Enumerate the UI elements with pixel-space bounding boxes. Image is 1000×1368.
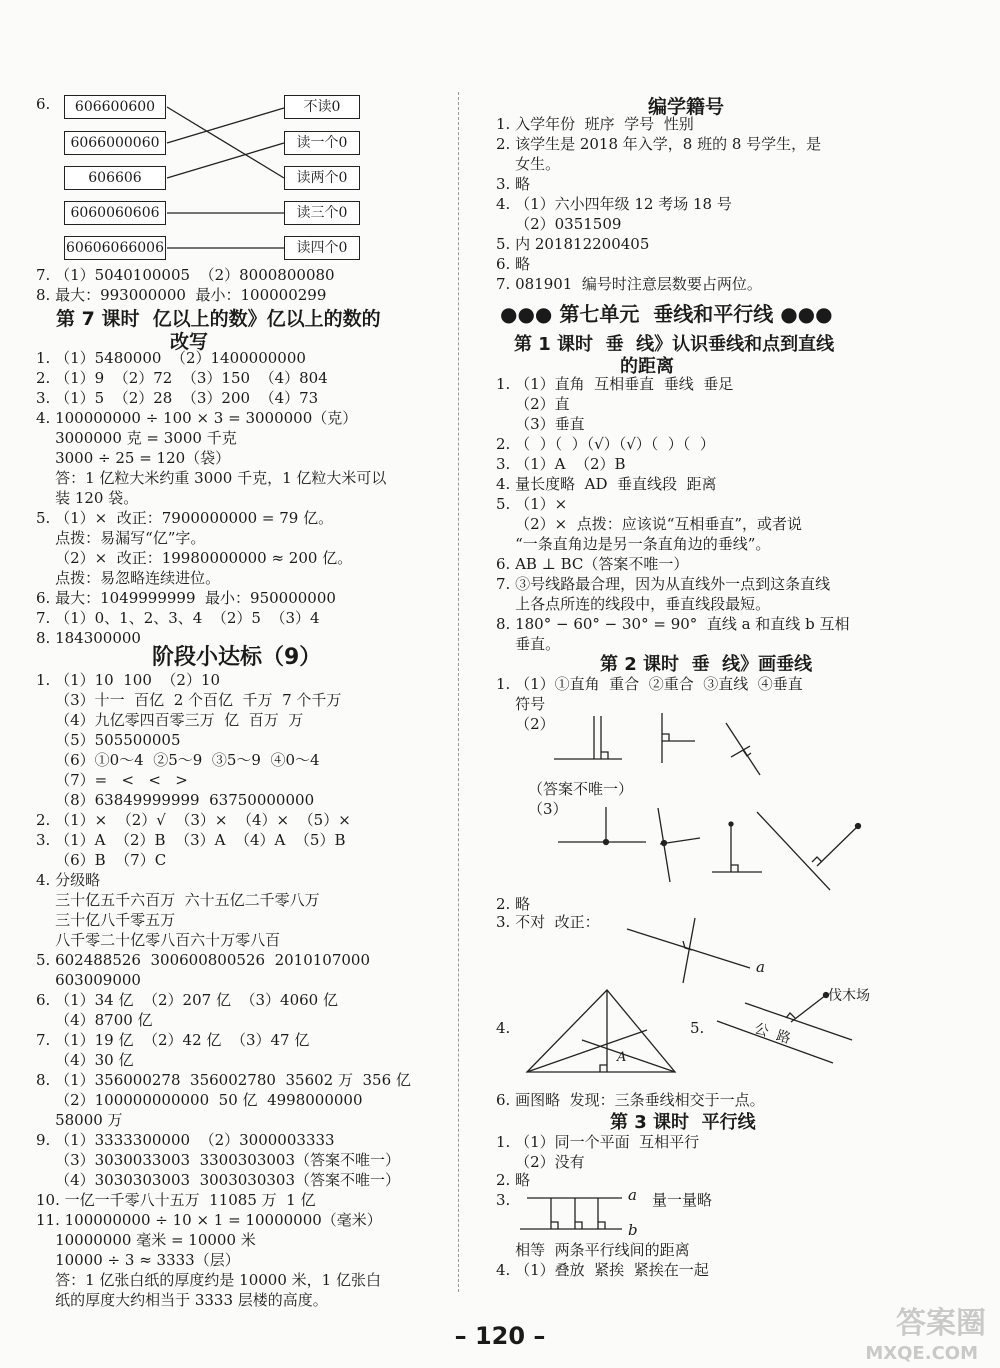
answer-line: 3. 不对 改正： (496, 913, 600, 931)
answer-line: 58000 万 (36, 1111, 123, 1129)
answer-line: 5. （1）× (496, 495, 568, 513)
sub-label-3: （3） (528, 800, 568, 818)
answer-line: 答：1 亿张白纸的厚度约是 10000 米，1 亿张白 (36, 1271, 381, 1289)
answer-line: 装 120 袋。 (36, 489, 139, 507)
answer-line: （2）直 (496, 395, 570, 413)
answer-line: 10000 ÷ 3 ≈ 3333（层） (36, 1251, 240, 1269)
answer-line: （4）九亿零四百零三万 亿 百万 万 (36, 711, 304, 729)
answer-line: 符号 (496, 695, 546, 713)
answer-line: 上各点所连的线段中，垂直线段最短。 (496, 595, 771, 613)
answer-line: （2）× 点拨：应该说“互相垂直”，或者说 (496, 515, 803, 533)
answer-line: 2. （1）9 （2）72 （3）150 （4）804 (36, 369, 328, 387)
answer-line: 4. 分级略 (36, 871, 101, 889)
left-line-a1: 7. （1）5040100005 （2）8000800080 (36, 266, 335, 284)
lesson7-title-cont: 改写 (170, 331, 209, 353)
unit-title: ●●● 第七单元 垂线和平行线 ●●● (500, 302, 833, 326)
answer-line: 1. （1）①直角 重合 ②重合 ③直线 ④垂直 (496, 675, 803, 693)
answer-line: 2. （1）× （2）√ （3）× （4）× （5）× (36, 811, 351, 829)
answer-line: 6. 略 (496, 255, 531, 273)
answer-line: 1. （1）10 100 （2）10 (36, 671, 221, 689)
label-A: A (617, 1050, 627, 1065)
answer-line: （2） (496, 715, 555, 733)
answer-line: 5. 内 201812200405 (496, 235, 650, 253)
answer-line: 纸的厚度大约相当于 3333 层楼的高度。 (36, 1291, 328, 1309)
answer-line: 八千零二十亿零八百六十万零八百 (36, 931, 281, 949)
answer-line: 9. （1）3333300000 （2）3000003333 (36, 1131, 335, 1149)
answer-line: 三十亿八千零五万 (36, 911, 176, 929)
answer-line: （7）= < < > (36, 771, 188, 789)
q6-left-box-5: 60606066006 (64, 236, 166, 260)
answer-line: 女生。 (496, 155, 561, 173)
answer-line: （6）①0～4 ②5～9 ③5～9 ④0～4 (36, 751, 320, 769)
answer-line: （4）30 亿 (36, 1051, 134, 1069)
answer-line: 603009000 (36, 971, 141, 989)
answer-line: （2）0351509 (496, 215, 622, 233)
answer-line: 答：1 亿粒大米约重 3000 千克，1 亿粒大米可以 (36, 469, 387, 487)
q6-right-box-4: 读三个0 (284, 201, 360, 225)
answer-line: 7. 081901 编号时注意层数要占两位。 (496, 275, 762, 293)
answer-line: “一条直角边是另一条直角边的垂线”。 (496, 535, 771, 553)
answer-line: （5）505500005 (36, 731, 181, 749)
answer-line: 7. ③号线路最合理，因为从直线外一点到这条直线 (496, 575, 831, 593)
answer-line: （2）没有 (496, 1153, 585, 1171)
answer-line: 4. （1）六小四年级 12 考场 18 号 (496, 195, 732, 213)
answer-line: 3000000 克 = 3000 千克 (36, 429, 237, 447)
answer-line: 4. 量长度略 AD 垂直线段 距离 (496, 475, 717, 493)
q6-left-box-2: 6066000060 (64, 131, 166, 155)
answer-line: （2）× 改正：19980000000 ≈ 200 亿。 (36, 549, 353, 567)
lesson2-title: 第 2 课时 垂 线》画垂线 (600, 654, 813, 675)
answer-line: 5. （1）× 改正：7900000000 = 79 亿。 (36, 509, 334, 527)
page-number: – 120 – (454, 1322, 546, 1350)
label-lumberyard: 伐木场 (828, 988, 870, 1004)
answer-line: 10. 一亿一千零八十五万 11085 万 1 亿 (36, 1191, 316, 1209)
q6-right-box-1: 不读0 (284, 95, 360, 119)
stage-title: 阶段小达标（9） (152, 645, 322, 670)
answer-line: 2. 略 (496, 895, 531, 913)
answer-line: 垂直。 (496, 635, 561, 653)
answer-line: 相等 两条平行线间的距离 (496, 1241, 690, 1259)
answer-line: （3）十一 百亿 2 个百亿 千万 7 个千万 (36, 691, 342, 709)
answer-line: 点拨：易漏写“亿”字。 (36, 529, 206, 547)
answer-line: （6）B （7）C (36, 851, 167, 869)
answer-line: 6. （1）34 亿 （2）207 亿 （3）4060 亿 (36, 991, 338, 1009)
answer-line: 6. 最大：1049999999 最小：950000000 (36, 589, 336, 607)
section-title: 编学籍号 (648, 96, 725, 118)
lesson3-title: 第 3 课时 平行线 (610, 1112, 756, 1133)
label-a-parallel: a (628, 1186, 637, 1204)
answer-line: 4. 100000000 ÷ 100 × 3 = 3000000（克） (36, 409, 358, 427)
answer-line: 6. 画图略 发现：三条垂线相交于一点。 (496, 1091, 765, 1109)
answer-line: 1. （1）5480000 （2）1400000000 (36, 349, 306, 367)
lesson1-title-cont: 的距离 (620, 356, 674, 377)
answer-line: 8. （1）356000278 356002780 35602 万 356 亿 (36, 1071, 411, 1089)
answer-line: 2. 略 (496, 1171, 531, 1189)
left-line-a2: 8. 最大：993000000 最小：100000299 (36, 286, 327, 304)
answer-line: 4. （1）叠放 紧挨 紧挨在一起 (496, 1261, 709, 1279)
q6-left-box-4: 6060060606 (64, 201, 166, 225)
q6-right-box-2: 读一个0 (284, 131, 360, 155)
answer-line: （4）8700 亿 (36, 1011, 153, 1029)
note-not-unique: （答案不唯一） (528, 780, 634, 798)
q6-left-box-3: 606606 (64, 166, 166, 190)
q6-left-box-1: 606600600 (64, 95, 166, 119)
answer-line: 5. (690, 1019, 705, 1037)
answer-line: 3. (496, 1191, 511, 1209)
answer-line: 3. （1）A （2）B （3）A （4）A （5）B (36, 831, 346, 849)
answer-line: 1. （1）直角 互相垂直 垂线 垂足 (496, 375, 734, 393)
answer-line: 1. 入学年份 班序 学号 性别 (496, 115, 694, 133)
answer-line: 3. （1）A （2）B (496, 455, 626, 473)
answer-line: 8. 184300000 (36, 629, 141, 647)
label-a: a (756, 958, 765, 976)
answer-line: 7. （1）19 亿 （2）42 亿 （3）47 亿 (36, 1031, 310, 1049)
answer-line: （8）63849999999 63750000000 (36, 791, 315, 809)
answer-line: 6. AB ⊥ BC（答案不唯一） (496, 555, 689, 573)
answer-line: 7. （1）0、1、2、3、4 （2）5 （3）4 (36, 609, 320, 627)
answer-line: 4. (496, 1019, 511, 1037)
answer-line: （3）3030033003 3300303003（答案不唯一） (36, 1151, 401, 1169)
answer-line: （2）100000000000 50 亿 4998000000 (36, 1091, 363, 1109)
watermark-logo: 答案圈 (896, 1306, 986, 1341)
answer-line: 5. 602488526 300600800526 2010107000 (36, 951, 370, 969)
label-road: 公 路 (752, 1020, 793, 1048)
answer-line: 2. 该学生是 2018 年入学，8 班的 8 号学生，是 (496, 135, 822, 153)
answer-line: 2. （ ）（ ）（√）（√）（ ）（ ） (496, 435, 715, 453)
answer-line: （3）垂直 (496, 415, 585, 433)
q6-right-box-3: 读两个0 (284, 166, 360, 190)
answer-line: 1. （1）同一个平面 互相平行 (496, 1133, 700, 1151)
answer-line: 3. （1）5 （2）28 （3）200 （4）73 (36, 389, 319, 407)
watermark-url: MXQE.COM (865, 1343, 978, 1364)
answer-line: 3. 略 (496, 175, 531, 193)
answer-line: 8. 180° − 60° − 30° = 90° 直线 a 和直线 b 互相 (496, 615, 850, 633)
answer-line: 三十亿五千六百万 六十五亿二千零八万 (36, 891, 320, 909)
answer-line: 3000 ÷ 25 = 120（袋） (36, 449, 231, 467)
label-b-parallel: b (628, 1221, 638, 1239)
q6-right-box-5: 读四个0 (284, 236, 360, 260)
q6-number: 6. (36, 95, 51, 113)
answer-line: 10000000 毫米 = 10000 米 (36, 1231, 256, 1249)
answer-line: 11. 100000000 ÷ 10 × 1 = 10000000（毫米） (36, 1211, 382, 1229)
answer-line: （4）3030303003 3003030303（答案不唯一） (36, 1171, 401, 1189)
lesson1-title: 第 1 课时 垂 线》认识垂线和点到直线 (514, 334, 835, 355)
measure-note: 量一量略 (652, 1191, 713, 1209)
lesson7-title: 第 7 课时 亿以上的数》亿以上的数的 (56, 308, 381, 330)
answer-line: 点拨：易忽略连续进位。 (36, 569, 221, 587)
